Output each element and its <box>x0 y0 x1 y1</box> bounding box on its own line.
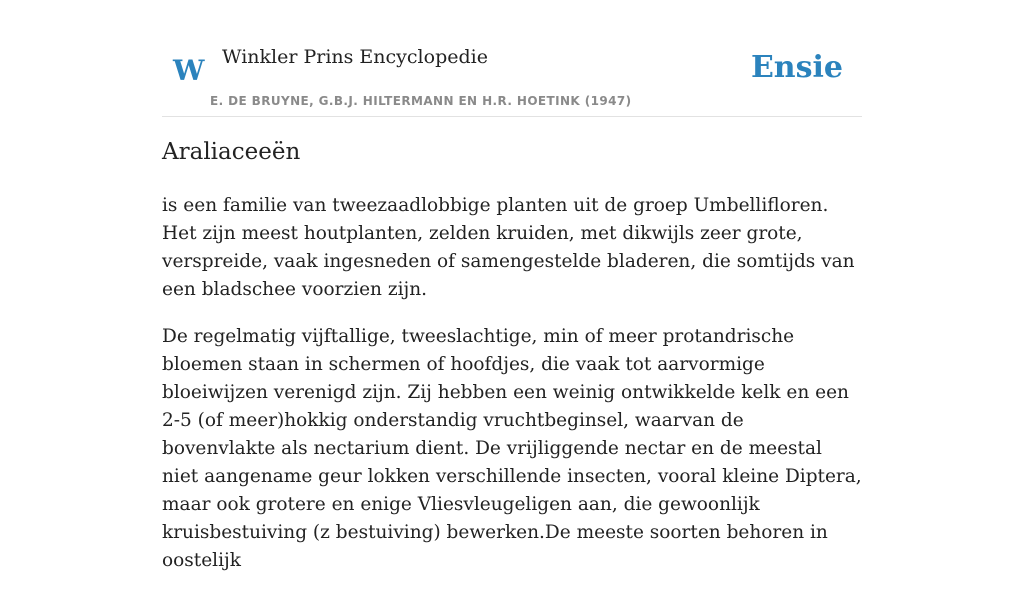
article-paragraph: De regelmatig vijftallige, tweeslachtige, min of meer protandrische bloemen staan in schermen of hoofdjes, die vaak tot aarvormige bloeiwijzen verenigd zijn. Zij hebben een weinig ontwikkelde kelk en een 2-5 (of meer)hokkig onderstandig vruchtbeginsel, waarvan de bovenvlakte als nectarium dient. De vrijliggende nectar en de meestal niet aangename geur lokken verschillende insecten, vooral kleine Diptera, maar ook grotere en enige Vliesvleugeligen aan, die gewoonlijk kruisbestuiving (z bestuiving) bewerken.De meeste soorten behoren in oostelijk <box>162 326 862 571</box>
article-body <box>162 192 862 594</box>
publication-authors: E. DE BRUYNE, G.B.J. HILTERMANN EN H.R. HOETINK (1947) <box>210 94 632 108</box>
article-paragraph: is een familie van tweezaadlobbige planten uit de groep Umbellifloren. Het zijn meest houtplanten, zelden kruiden, met dikwijls zeer grote, verspreide, vaak ingesneden of samengestelde bladeren, die somtijds van een bladschee voorzien zijn. <box>162 195 855 300</box>
publication-title[interactable]: Winkler Prins Encyclopedie <box>222 46 488 68</box>
page-header <box>162 0 862 117</box>
article-title: Araliaceeën <box>162 139 301 165</box>
winkler-prins-logo[interactable]: W <box>173 54 205 87</box>
ensie-logo-link[interactable]: Ensie <box>750 50 843 85</box>
